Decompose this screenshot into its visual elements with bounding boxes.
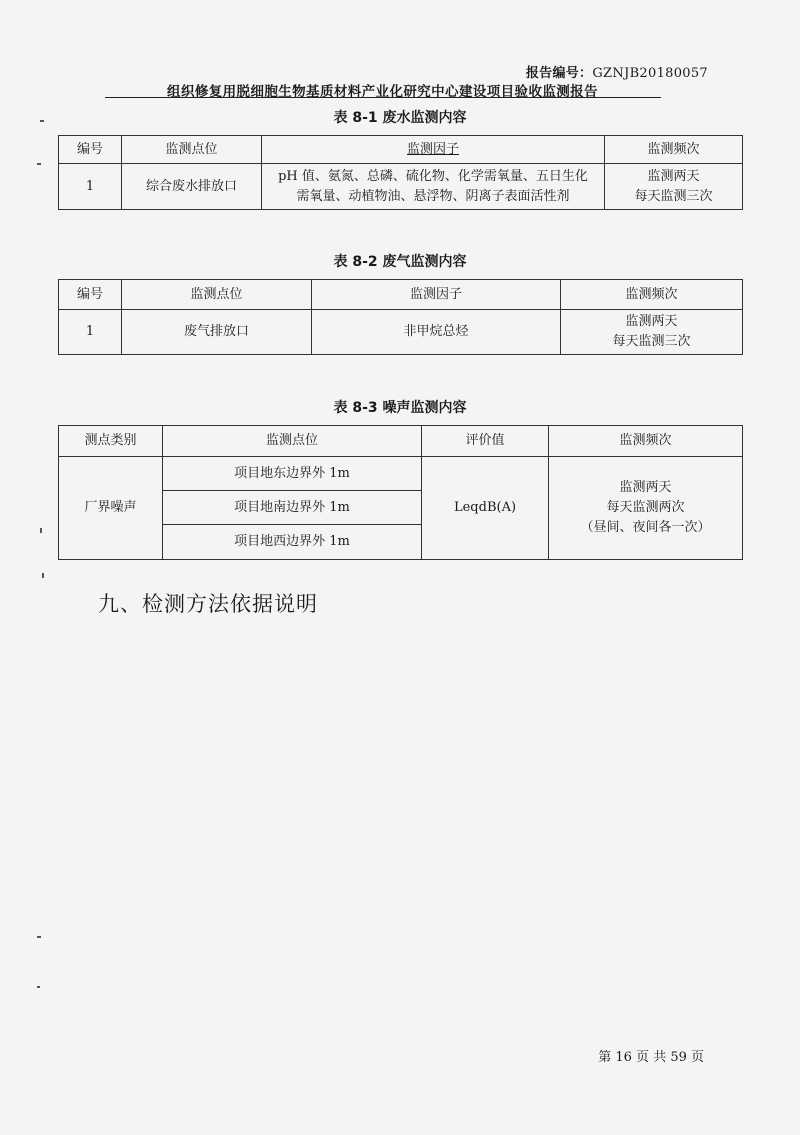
scan-mark	[40, 120, 44, 122]
waste-gas-table	[58, 279, 743, 355]
cell-point: 项目地东边界外 1m	[163, 457, 422, 491]
header-frequency: 监测频次	[605, 136, 743, 164]
scan-mark	[42, 573, 44, 578]
report-header-title: 组织修复用脱细胞生物基质材料产业化研究中心建设项目验收监测报告	[167, 84, 598, 100]
table-row	[59, 457, 743, 491]
factors-line-2: 需氧量、动植物油、悬浮物、阴离子表面活性剂	[296, 188, 570, 204]
frequency-line-1: 监测两天	[647, 168, 700, 184]
frequency-line-2: 每天监测三次	[612, 334, 691, 349]
cell-category: 厂界噪声	[59, 457, 163, 560]
cell-no: 1	[59, 164, 122, 210]
scan-mark	[37, 986, 40, 988]
cell-point: 项目地南边界外 1m	[163, 491, 422, 525]
scan-mark	[37, 163, 41, 165]
header-no: 编号	[59, 136, 122, 164]
header-frequency: 监测频次	[549, 426, 743, 457]
report-number-value: GZNJB20180057	[592, 66, 708, 81]
table-row	[59, 310, 743, 355]
header-frequency: 监测频次	[561, 280, 743, 310]
cell-no: 1	[59, 310, 122, 355]
noise-table	[58, 425, 743, 560]
frequency-line-2: 每天监测三次	[634, 188, 713, 204]
cell-point: 项目地西边界外 1m	[163, 525, 422, 560]
table-header-row	[59, 280, 743, 310]
report-number	[526, 62, 708, 81]
header-factor-text: 监测因子	[406, 141, 459, 157]
header-point: 监测点位	[122, 136, 262, 164]
frequency-line-1: 监测两天	[619, 480, 672, 495]
cell-point: 综合废水排放口	[122, 164, 262, 210]
header-point: 监测点位	[163, 426, 422, 457]
scan-mark	[40, 528, 42, 533]
header-category: 测点类别	[59, 426, 163, 457]
table-header-row	[59, 426, 743, 457]
wastewater-table	[58, 135, 743, 210]
header-factor	[262, 136, 605, 164]
header-value: 评价值	[422, 426, 549, 457]
table-row	[59, 164, 743, 210]
scan-mark	[37, 936, 41, 938]
table3-caption: 表 8-3 噪声监测内容	[333, 400, 467, 416]
page-number: 第 16 页 共 59 页	[598, 1050, 704, 1065]
cell-factors	[262, 164, 605, 210]
cell-frequency	[549, 457, 743, 560]
factors-line-1: pH 值、氨氮、总磷、硫化物、化学需氧量、五日生化	[278, 168, 588, 184]
frequency-line-1: 监测两天	[625, 314, 678, 329]
header-no: 编号	[59, 280, 122, 310]
header-rule	[105, 97, 661, 98]
section-heading: 九、检测方法依据说明	[98, 592, 318, 616]
header-point: 监测点位	[122, 280, 312, 310]
frequency-line-3: （昼间、夜间各一次）	[580, 520, 711, 535]
table-header-row	[59, 136, 743, 164]
cell-frequency	[605, 164, 743, 210]
cell-frequency	[561, 310, 743, 355]
table2-caption: 表 8-2 废气监测内容	[333, 254, 467, 270]
header-factor: 监测因子	[312, 280, 561, 310]
cell-value: LeqdB(A)	[422, 457, 549, 560]
table1-caption: 表 8-1 废水监测内容	[333, 110, 467, 126]
cell-factor: 非甲烷总烃	[312, 310, 561, 355]
cell-point: 废气排放口	[122, 310, 312, 355]
report-number-label: 报告编号：	[525, 66, 593, 81]
frequency-line-2: 每天监测两次	[606, 500, 685, 515]
